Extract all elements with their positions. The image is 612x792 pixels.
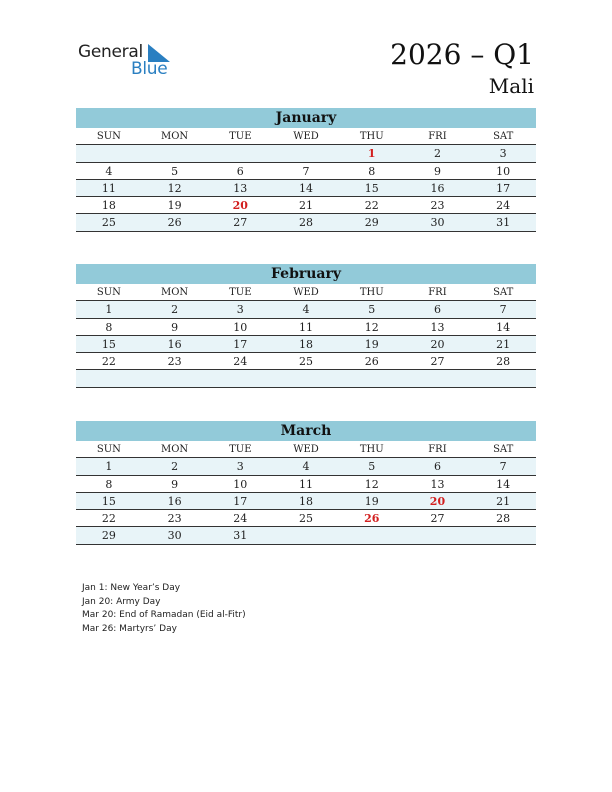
day-cell: 15 bbox=[364, 181, 379, 195]
country-name: Mali bbox=[488, 74, 534, 98]
weekday-label: MON bbox=[160, 131, 189, 142]
day-cell: 12 bbox=[364, 477, 379, 491]
month-january bbox=[76, 108, 536, 232]
holiday-note: Mar 20: End of Ramadan (Eid al-Fitr) bbox=[82, 610, 246, 620]
weekday-label: SUN bbox=[96, 444, 121, 455]
day-cell: 9 bbox=[433, 164, 441, 178]
day-cell: 24 bbox=[496, 199, 511, 213]
day-cell: 1 bbox=[367, 147, 376, 161]
day-cell: 24 bbox=[233, 355, 248, 369]
day-cell bbox=[207, 145, 273, 161]
day-cell: 1 bbox=[105, 303, 113, 317]
day-cell bbox=[273, 527, 339, 543]
day-cell bbox=[405, 370, 471, 386]
week-row bbox=[76, 353, 536, 370]
week-row bbox=[76, 493, 536, 510]
weekday-label: WED bbox=[293, 131, 319, 142]
week-row bbox=[76, 476, 536, 493]
weekday-label: THU bbox=[359, 131, 384, 142]
day-cell: 18 bbox=[299, 494, 314, 508]
day-cell: 25 bbox=[101, 216, 116, 230]
month-header: January bbox=[76, 108, 536, 128]
day-cell: 3 bbox=[236, 303, 244, 317]
day-cell: 27 bbox=[430, 512, 445, 526]
day-cell: 19 bbox=[167, 199, 182, 213]
weekday-label: SUN bbox=[96, 131, 121, 142]
weekday-label: TUE bbox=[229, 131, 252, 142]
day-cell bbox=[339, 370, 405, 386]
day-cell: 7 bbox=[302, 164, 310, 178]
day-cell bbox=[142, 370, 208, 386]
weekday-label: THU bbox=[359, 444, 384, 455]
weekday-label: THU bbox=[359, 287, 384, 298]
month-header: March bbox=[76, 421, 536, 441]
weekday-label: FRI bbox=[428, 131, 447, 142]
day-cell: 2 bbox=[171, 460, 179, 474]
day-cell: 30 bbox=[430, 216, 445, 230]
week-row bbox=[76, 336, 536, 353]
day-cell: 29 bbox=[364, 216, 379, 230]
week-row bbox=[76, 301, 536, 318]
day-cell: 11 bbox=[299, 477, 314, 491]
weekday-label: SUN bbox=[96, 287, 121, 298]
day-cell: 31 bbox=[496, 216, 511, 230]
holiday-note: Mar 26: Martyrs’ Day bbox=[82, 623, 177, 634]
weekday-label: TUE bbox=[229, 287, 252, 298]
page-title: 2026 – Q1 bbox=[390, 38, 534, 71]
day-cell: 8 bbox=[105, 320, 113, 334]
day-cell: 6 bbox=[236, 164, 244, 178]
day-cell: 4 bbox=[105, 164, 113, 178]
holiday-note: Jan 20: Army Day bbox=[82, 596, 161, 607]
day-cell: 2 bbox=[433, 147, 441, 161]
day-cell: 4 bbox=[302, 460, 310, 474]
day-cell: 11 bbox=[299, 320, 314, 334]
day-cell: 18 bbox=[299, 337, 314, 351]
day-cell: 9 bbox=[171, 320, 179, 334]
day-cell: 1 bbox=[105, 460, 113, 474]
day-cell: 25 bbox=[299, 355, 314, 369]
week-row bbox=[76, 370, 536, 387]
day-cell bbox=[470, 370, 536, 386]
week-row bbox=[76, 145, 536, 162]
day-cell: 27 bbox=[430, 355, 445, 369]
day-cell: 6 bbox=[433, 460, 441, 474]
day-cell: 25 bbox=[299, 512, 314, 526]
month-march bbox=[76, 421, 536, 545]
day-cell: 3 bbox=[236, 460, 244, 474]
day-cell: 9 bbox=[171, 477, 179, 491]
day-cell: 22 bbox=[364, 199, 379, 213]
day-cell: 12 bbox=[167, 181, 182, 195]
day-cell: 11 bbox=[101, 181, 116, 195]
month-february bbox=[76, 264, 536, 388]
day-cell bbox=[339, 527, 405, 543]
day-cell: 20 bbox=[430, 337, 445, 351]
day-cell: 19 bbox=[364, 494, 379, 508]
day-cell bbox=[76, 145, 142, 161]
day-cell: 14 bbox=[299, 181, 314, 195]
day-cell bbox=[207, 370, 273, 386]
day-cell bbox=[273, 145, 339, 161]
day-cell bbox=[142, 145, 208, 161]
weekday-header-row bbox=[76, 441, 536, 458]
logo-general-text: General bbox=[78, 42, 143, 62]
week-row bbox=[76, 214, 536, 231]
logo-blue-text: Blue bbox=[131, 59, 168, 79]
weekday-label: SAT bbox=[493, 131, 514, 142]
day-cell bbox=[273, 370, 339, 386]
week-row bbox=[76, 163, 536, 180]
day-cell: 10 bbox=[496, 164, 511, 178]
day-cell: 22 bbox=[101, 355, 116, 369]
weekday-label: MON bbox=[160, 287, 189, 298]
day-cell: 17 bbox=[233, 494, 248, 508]
week-row bbox=[76, 458, 536, 475]
week-row bbox=[76, 510, 536, 527]
day-cell: 19 bbox=[364, 337, 379, 351]
day-cell: 8 bbox=[105, 477, 113, 491]
day-cell: 10 bbox=[233, 320, 248, 334]
day-cell bbox=[470, 527, 536, 543]
week-row bbox=[76, 527, 536, 544]
day-cell: 23 bbox=[167, 355, 182, 369]
day-cell bbox=[76, 370, 142, 386]
weekday-label: WED bbox=[293, 287, 319, 298]
day-cell: 20 bbox=[232, 199, 248, 213]
weekday-label: TUE bbox=[229, 444, 252, 455]
holiday-note: Jan 1: New Year’s Day bbox=[82, 583, 181, 593]
day-cell: 23 bbox=[167, 512, 182, 526]
day-cell: 26 bbox=[167, 216, 182, 230]
day-cell bbox=[405, 527, 471, 543]
week-row bbox=[76, 197, 536, 214]
weekday-label: SAT bbox=[493, 287, 514, 298]
day-cell: 4 bbox=[302, 303, 310, 317]
day-cell: 26 bbox=[364, 512, 380, 526]
week-row bbox=[76, 180, 536, 197]
day-cell: 7 bbox=[499, 303, 507, 317]
day-cell: 21 bbox=[299, 199, 314, 213]
day-cell: 8 bbox=[368, 164, 376, 178]
day-cell: 16 bbox=[167, 494, 182, 508]
day-cell: 22 bbox=[101, 512, 116, 526]
day-cell: 21 bbox=[496, 337, 511, 351]
day-cell: 18 bbox=[101, 199, 116, 213]
holiday-notes bbox=[82, 582, 246, 636]
day-cell: 13 bbox=[430, 477, 445, 491]
day-cell: 15 bbox=[101, 494, 116, 508]
week-row bbox=[76, 319, 536, 336]
day-cell: 28 bbox=[496, 355, 511, 369]
weekday-label: FRI bbox=[428, 444, 447, 455]
day-cell: 16 bbox=[167, 337, 182, 351]
weekday-label: SAT bbox=[493, 444, 514, 455]
day-cell: 20 bbox=[429, 494, 446, 508]
day-cell: 30 bbox=[167, 529, 182, 543]
weekday-header-row bbox=[76, 128, 536, 145]
day-cell: 6 bbox=[433, 303, 441, 317]
day-cell: 15 bbox=[101, 337, 116, 351]
day-cell: 27 bbox=[233, 216, 248, 230]
day-cell: 7 bbox=[499, 460, 507, 474]
day-cell: 3 bbox=[499, 147, 507, 161]
day-cell: 5 bbox=[171, 164, 179, 178]
day-cell: 14 bbox=[496, 477, 511, 491]
day-cell: 2 bbox=[171, 303, 179, 317]
day-cell: 26 bbox=[364, 355, 379, 369]
day-cell: 5 bbox=[368, 303, 376, 317]
day-cell: 13 bbox=[233, 181, 248, 195]
logo bbox=[78, 42, 178, 82]
day-cell: 29 bbox=[101, 529, 116, 543]
day-cell: 28 bbox=[299, 216, 314, 230]
day-cell: 24 bbox=[233, 512, 248, 526]
day-cell: 12 bbox=[364, 320, 379, 334]
weekday-header-row bbox=[76, 284, 536, 301]
day-cell: 21 bbox=[496, 494, 511, 508]
month-header: February bbox=[76, 264, 536, 284]
weekday-label: MON bbox=[160, 444, 189, 455]
day-cell: 13 bbox=[430, 320, 445, 334]
day-cell: 17 bbox=[233, 337, 248, 351]
day-cell: 16 bbox=[430, 181, 445, 195]
day-cell: 10 bbox=[233, 477, 248, 491]
weekday-label: FRI bbox=[428, 287, 447, 298]
day-cell: 5 bbox=[368, 460, 376, 474]
day-cell: 28 bbox=[496, 512, 511, 526]
day-cell: 17 bbox=[496, 181, 511, 195]
day-cell: 14 bbox=[496, 320, 511, 334]
weekday-label: WED bbox=[293, 444, 319, 455]
day-cell: 31 bbox=[233, 529, 248, 543]
day-cell: 23 bbox=[430, 199, 445, 213]
